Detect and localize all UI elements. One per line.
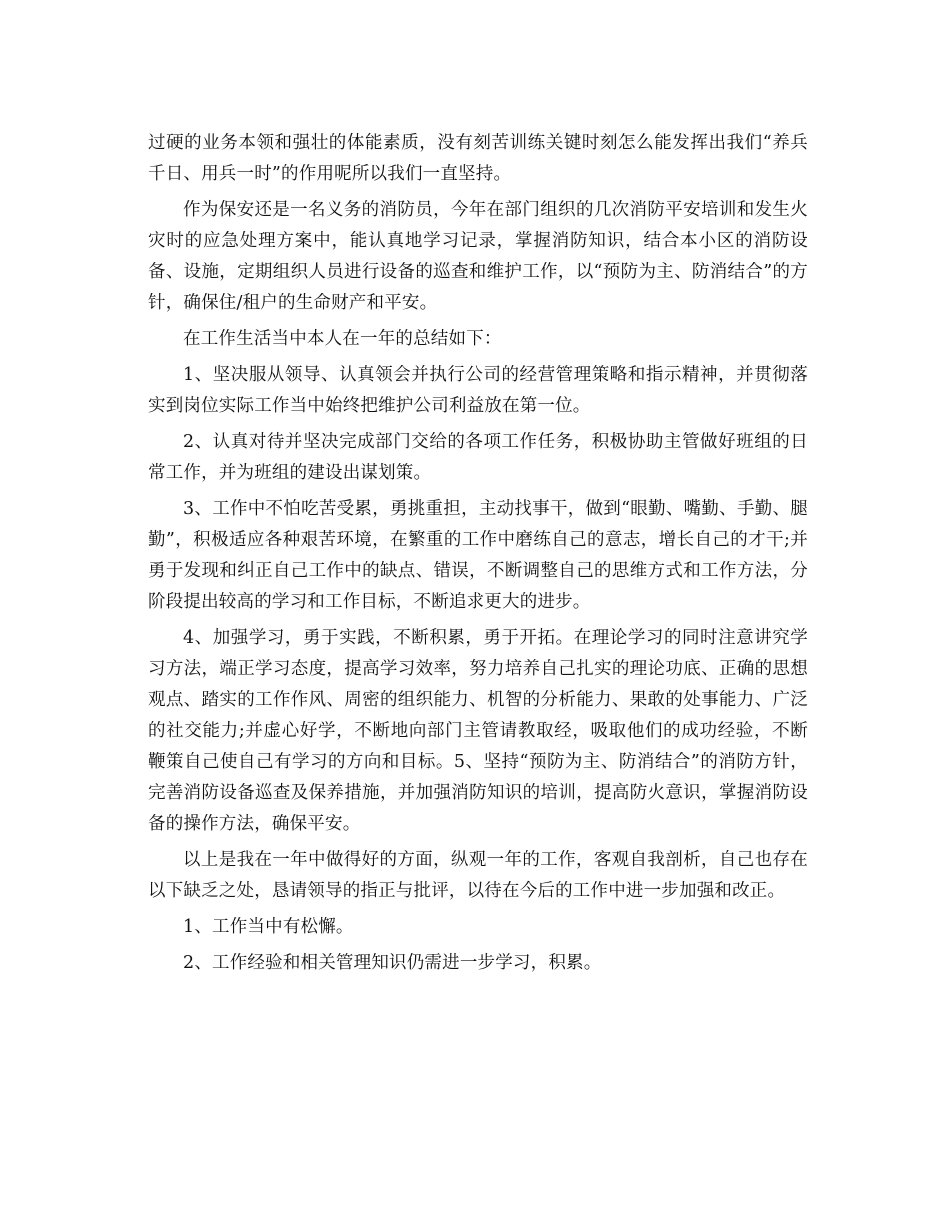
paragraph-3: 在工作生活当中本人在一年的总结如下： <box>183 329 502 349</box>
list-item-1: 1、坚决服从领导、认真领会并执行公司的经营管理策略和指示精神，并贯彻落实到岗位实际工作当中始终把维护公司利益放在第一位。 <box>148 365 808 416</box>
list-item-4: 4、加强学习，勇于实践，不断积累，勇于开拓。在理论学习的同时注意讲究学习方法，端正学习态度，提高学习效率，努力培养自己扎实的理论功底、正确的思想观点、踏实的工作作风、周密的组织能力、机智的分析能力、果敢的处事能力、广泛的社交能力;并虚心好学，不断地向部门主管请教取经，吸取他们的成功经验，不断鞭策自己使自己有学习的方向和目标。5、坚持“预防为主、防消结合”的消防方针，完善消防设备巡查及保养措施，并加强消防知识的培训，提高防火意识，掌握消防设备的操作方法，确保平安。 <box>148 628 808 834</box>
list-item-3: 3、工作中不怕吃苦受累，勇挑重担，主动找事干，做到“眼勤、嘴勤、手勤、腿勤”，积极适应各种艰苦环境，在繁重的工作中磨练自己的意志，增长自己的才干;并勇于发现和纠正自己工作中的缺点、错误，不断调整自己的思维方式和工作方法，分阶段提出较高的学习和工作目标，不断追求更大的进步。 <box>148 499 808 612</box>
paragraph-summary: 以上是我在一年中做得好的方面，纵观一年的工作，客观自我剖析，自己也存在以下缺乏之处，恳请领导的指正与批评，以待在今后的工作中进一步加强和改正。 <box>148 850 808 901</box>
list-item-2: 2、认真对待并坚决完成部门交给的各项工作任务，积极协助主管做好班组的日常工作，并为班组的建设出谋划策。 <box>148 432 808 483</box>
paragraph-1: 过硬的业务本领和强壮的体能素质，没有刻苦训练关键时刻怎么能发挥出我们“养兵千日、用兵一时”的作用呢所以我们一直坚持。 <box>148 133 808 184</box>
shortcoming-item-2: 2、工作经验和相关管理知识仍需进一步学习，积累。 <box>183 953 602 973</box>
document-page <box>148 128 808 984</box>
paragraph-2: 作为保安还是一名义务的消防员，今年在部门组织的几次消防平安培训和发生火灾时的应急处理方案中，能认真地学习记录，掌握消防知识，结合本小区的消防设备、设施，定期组织人员进行设备的巡查和维护工作，以“预防为主、防消结合”的方针，确保住/租户的生命财产和平安。 <box>148 200 808 313</box>
shortcoming-item-1: 1、工作当中有松懈。 <box>183 917 354 937</box>
